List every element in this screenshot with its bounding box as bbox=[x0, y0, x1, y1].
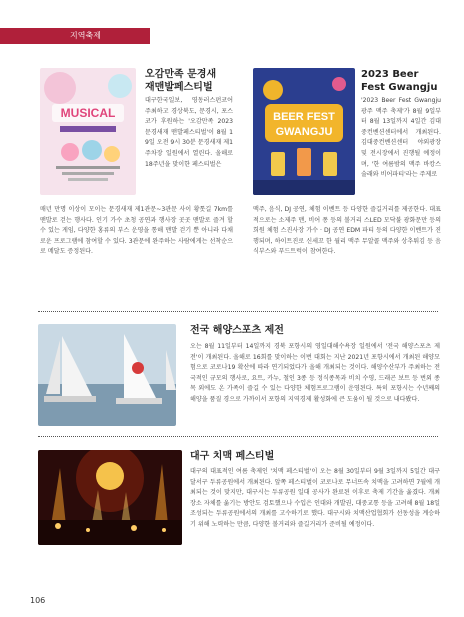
festival-1-text-bottom: 매년 만명 이상이 모이는 문경새재 제1관문~3관문 사이 황톳길 7km를 맨발로 걷는 행사다. 인기 가수 초청 공연과 행사장 곳곳 맨발로 즐겨 할 수 있는 게임, 다양한 홍류의 부스 운영을 통해 맨발 걷기 뿐 아니라 다채로운 프로그램에 참여할 수 있다. 3관문에 완주하는 사람에게는 선착순으로 메달도 증정된다. bbox=[40, 206, 233, 256]
festival-3-text: 오는 8월 11일부터 14일까지 경북 포항시의 영일대해수욕장 일원에서 '전국 해양스포츠 제전'이 개최된다. 올해로 16회를 맞이하는 이번 대회는 지난 2021년 포항시에서 개최된 해양모험으로 코로나19 확산에 따라 연기되었다가 올해 개최되는 것이다. 해양수산부가 주최하는 전국적인 규모의 행사로, 요트, 카누, 철인 3종 등 정식종목과 비치 수영, 드래곤 보트 등 번외 종목 외에도 온 가족이 즐길 수 있는 다양한 체험프로그램이 운영된다. 특히 포항시는 수년째의 해양을 품질 경으로 가까이서 포항의 지역경제 활성화에 큰 도움이 될 것으로 내다봤다. bbox=[190, 343, 440, 403]
festival-2-text-side: '2023 Beer Fest Gwangju 광주 맥주 축제'가 8월 9일부터 8월 13일까지 4일간 김대중컨벤션센터에서 개최된다. 김대중컨벤션센터 야외광장 및 전시장에서 진행될 예정이며, '한 여름밤의 맥주 바캉스 술래와 비어파티'라는 주제로 bbox=[361, 97, 441, 179]
festival-3-title: 전국 해양스포츠 제전 bbox=[190, 325, 284, 336]
festival-1-title: 오감만족 문경새재맨발페스티벌 bbox=[145, 69, 217, 93]
page-number: 106 bbox=[30, 596, 46, 605]
festival-4-title: 대구 치맥 페스티벌 bbox=[190, 451, 275, 462]
svg-text:BEER FEST: BEER FEST bbox=[273, 111, 335, 123]
beer-fest-poster bbox=[253, 68, 355, 195]
divider-1 bbox=[38, 311, 438, 312]
festival-2-text-bottom: 맥주, 음식, DJ 공연, 체험 이벤트 등 다양한 즐길거리를 제공한다. 대표적으로는 소제주 맨, 비어 퐁 등의 볼거리 스LED 모닥불 광화문만 등의 희원 체험 스진사장 가수 · DJ 공연 EDM 파티 등의 다양한 이벤트가 진행되며, 하이트진로 신세꼬 한 월리 맥주 무알콜 맥주와 상추튀김 등 음식부스와 푸드트럭이 참여한다. bbox=[253, 206, 441, 256]
svg-text:MUSICAL: MUSICAL bbox=[60, 106, 116, 120]
divider-2 bbox=[38, 436, 438, 437]
concert-stage-photo bbox=[38, 450, 182, 545]
festival-1-text-side: 대구한국일보, 영동러스펀코어 주최하고 경상북도, 문경시, 포스코가 후원하는 '오감만족 2023 문경새재 맨발페스티벌'이 8월 19일 오전 9시 30분 문경새재 제1주차장 일원에서 열린다. 올해로 18주년을 맞이한 페스티벌은 bbox=[145, 97, 233, 168]
sailing-photo bbox=[38, 324, 176, 426]
musical-festival-poster bbox=[40, 68, 136, 195]
festival-4-text: 대구의 대표적인 여름 축제인 '치맥 페스티벌'이 오는 8월 30일부터 9월 3일까지 5일간 대구 달서구 두류공원에서 개최된다. 앞쪽 페스티벌이 코로나로 무너뜨속 치맥을 고려하면 7월에 개최되는 것이 맞지만, 대구시는 두류공원 일대 공사가 완료된 이후로 축제 기간을 옮겼다. 개최장소 자체를 옮기는 방안도 검토했으나 수입은 인대와 개발권, 대중교통 등을 고려해 8월 18일 조성되는 두류공원에서의 개최를 고수하기로 했다. 대구시와 치맥산업협회가 선동성을 계승하기 위해 노력하는 만큼, 다양한 볼거리와 즐길거리가 준비될 예정이다. bbox=[190, 468, 440, 528]
svg-text:GWANGJU: GWANGJU bbox=[275, 126, 333, 138]
section-tab: 지역축제 bbox=[0, 28, 150, 44]
festival-2-title: 2023 Beer Fest Gwangju bbox=[361, 69, 438, 93]
